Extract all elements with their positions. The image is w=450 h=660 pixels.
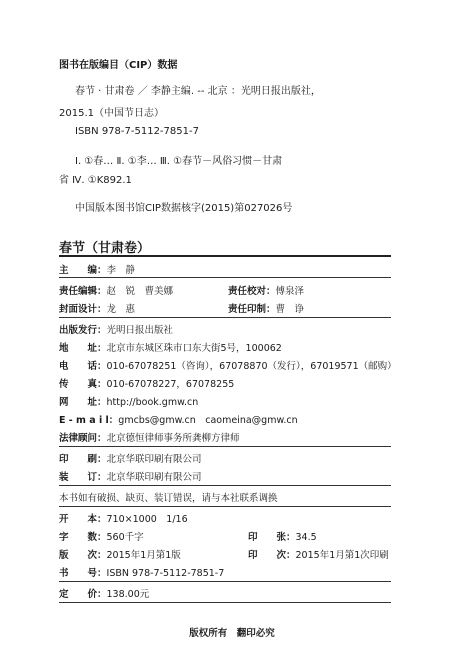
email-row xyxy=(59,412,298,426)
book-title: 春节（甘肃卷） xyxy=(59,241,151,256)
divider xyxy=(59,506,391,507)
address-row xyxy=(59,340,282,354)
email-label: E - m a i l： xyxy=(59,415,119,426)
website-label: 网 址： xyxy=(59,397,107,408)
fax-label: 传 真： xyxy=(59,379,107,390)
divider xyxy=(59,602,391,603)
fax-value: 010-67078227，67078255 xyxy=(106,379,235,390)
cip-class-line2: 省 Ⅳ. ①K892.1 xyxy=(59,175,132,186)
publisher-row xyxy=(59,322,173,336)
legal-label: 法律顾问： xyxy=(59,433,107,444)
proof-value: 傅泉泽 xyxy=(275,286,305,297)
divider xyxy=(59,255,391,257)
sheets-value: 34.5 xyxy=(295,532,317,543)
proof-row xyxy=(228,283,304,297)
cip-line1: 春节 · 甘肃卷 ／ 李静主编. -- 北京 ：光明日报出版社， xyxy=(75,86,321,97)
isbn-value: ISBN 978-7-5112-7851-7 xyxy=(106,568,225,579)
edition-label: 版 次： xyxy=(59,550,107,561)
print-resp-value: 曹 诤 xyxy=(275,304,305,315)
cover-label: 封面设计： xyxy=(59,304,107,315)
cover-row xyxy=(59,301,135,315)
impression-label: 印 次： xyxy=(248,550,296,561)
website-value: http://book.gmw.cn xyxy=(106,397,199,408)
isbn-row xyxy=(59,565,224,579)
website-row xyxy=(59,394,198,408)
proof-label: 责任校对： xyxy=(228,286,276,297)
address-label: 地 址： xyxy=(59,343,107,354)
legal-value: 北京德恒律师事务所龚柳方律师 xyxy=(106,433,240,444)
print-resp-label: 责任印制： xyxy=(228,304,276,315)
binder-label: 装 订： xyxy=(59,472,107,483)
isbn-label: 书 号： xyxy=(59,568,107,579)
format-row xyxy=(59,511,188,525)
word-count-row xyxy=(59,529,144,543)
fax-row xyxy=(59,376,234,390)
cover-value: 龙 惠 xyxy=(106,304,136,315)
print-resp-row xyxy=(228,301,304,315)
impression-value: 2015年1月第1次印刷 xyxy=(295,550,389,561)
cip-header: 图书在版编目（CIP）数据 xyxy=(59,60,178,71)
publisher-label: 出版发行： xyxy=(59,325,107,336)
address-value: 北京市东城区珠市口东大街5号，100062 xyxy=(106,343,282,354)
editor-value: 李 静 xyxy=(106,265,136,276)
price-row xyxy=(59,586,149,600)
sheets-label: 印 张： xyxy=(248,532,296,543)
format-value: 710×1000 1/16 xyxy=(106,514,188,525)
price-label: 定 价： xyxy=(59,589,107,600)
editor-row xyxy=(59,262,135,276)
word-count-value: 560千字 xyxy=(106,532,144,543)
defect-notice: 本书如有破损、缺页、装订错误，请与本社联系调换 xyxy=(59,493,278,504)
cip-record: 中国版本图书馆CIP数据核字(2015)第027026号 xyxy=(75,203,293,214)
divider xyxy=(59,485,391,486)
printer-value: 北京华联印刷有限公司 xyxy=(106,454,202,465)
editor-label: 主 编： xyxy=(59,265,107,276)
sheets-row xyxy=(248,529,317,543)
printer-label: 印 刷： xyxy=(59,454,107,465)
resp-editor-value: 赵 锐 曹美娜 xyxy=(106,286,174,297)
resp-editor-row xyxy=(59,283,173,297)
divider xyxy=(59,581,391,582)
phone-label: 电 话： xyxy=(59,361,107,372)
resp-editor-label: 责任编辑： xyxy=(59,286,107,297)
price-value: 138.00元 xyxy=(106,589,150,600)
legal-row xyxy=(59,430,240,444)
cip-line2: 2015.1（中国节日志） xyxy=(59,108,164,119)
cip-class-line1: Ⅰ. ①春… Ⅱ. ①李… Ⅲ. ①春节－风俗习惯－甘肃 xyxy=(75,156,283,167)
printer-row xyxy=(59,451,202,465)
divider xyxy=(59,317,391,318)
edition-value: 2015年1月第1版 xyxy=(106,550,181,561)
phone-row xyxy=(59,358,397,372)
publisher-value: 光明日报出版社 xyxy=(106,325,174,336)
email-value: gmcbs@gmw.cn caomeina@gmw.cn xyxy=(118,415,298,426)
copyright-notice: 版权所有 翻印必究 xyxy=(189,628,275,639)
word-count-label: 字 数： xyxy=(59,532,107,543)
cip-isbn: ISBN 978-7-5112-7851-7 xyxy=(75,126,199,137)
binder-row xyxy=(59,469,202,483)
phone-value: 010-67078251（咨询），67078870（发行），67019571（邮购） xyxy=(106,361,397,372)
divider xyxy=(59,446,391,447)
divider xyxy=(59,277,391,278)
impression-row xyxy=(248,547,389,561)
format-label: 开 本： xyxy=(59,514,107,525)
edition-row xyxy=(59,547,181,561)
binder-value: 北京华联印刷有限公司 xyxy=(106,472,202,483)
